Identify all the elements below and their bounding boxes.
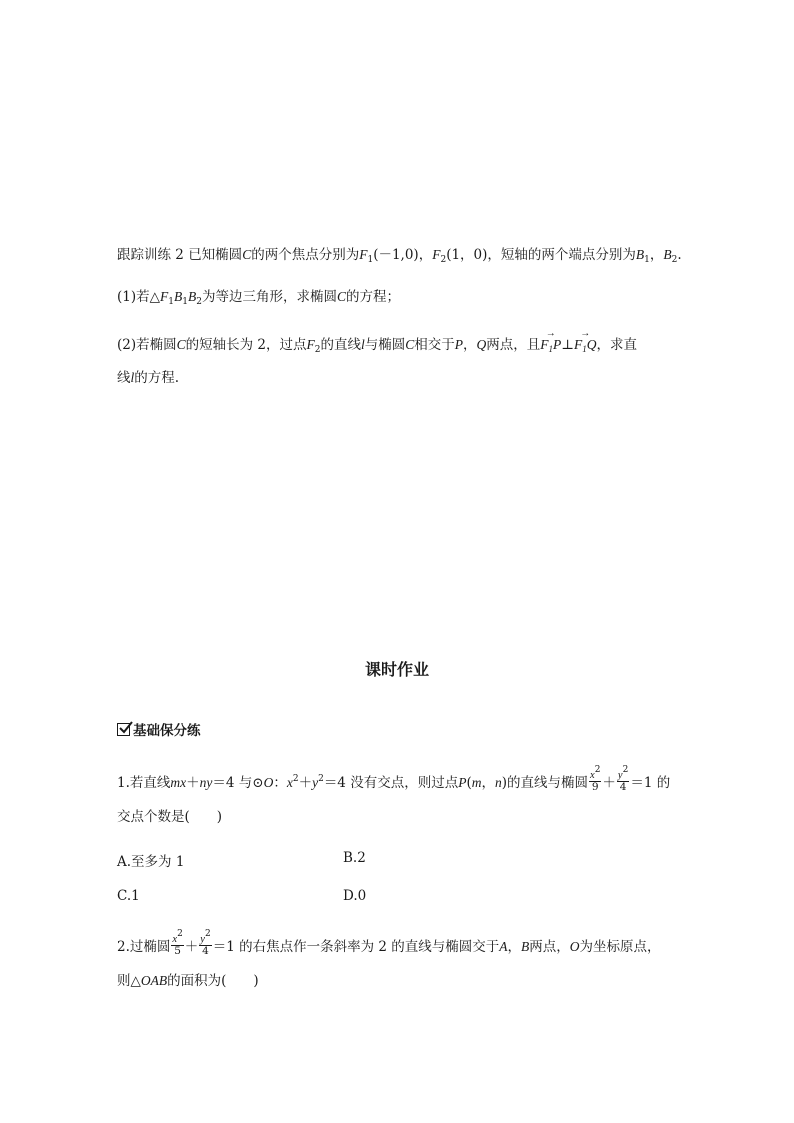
sub-heading: 基础保分练 — [117, 719, 201, 739]
section-title: 课时作业 — [364, 660, 429, 679]
option-b[interactable]: B.2 — [343, 850, 366, 866]
fraction-x2-5: $\frac{x^2}{5}$ — [172, 929, 183, 957]
vector-f1q: → $F_1Q$ — [574, 336, 597, 354]
exercise-part-2: (2)若椭圆C的短轴长为 2，过点$F_2$的直线l与椭圆C相交于P，Q两点，且→ $F_1P\perp\to F_1Q$，求直 — [117, 336, 637, 354]
fraction-y2-4-b: $\frac{y^2}{4}$ — [200, 929, 211, 957]
question-2-cont: 则△OAB的面积为( ) — [117, 973, 259, 989]
option-d[interactable]: D.0 — [343, 888, 367, 904]
exercise-part-2-cont: 线l的方程. — [117, 370, 180, 386]
exercise-stem-line: 跟踪训练 2 已知椭圆C的两个焦点分别为$F_1(-1,0)$，$F_2(1$，0)，短轴的两个端点分别为$B_1$，$B_2$. — [117, 247, 682, 265]
question-2: 2.过椭圆 $\frac{x^2}{5}$ ＋ $\frac{y^2}{4}$ ＝1 的右焦点作一条斜率为 2 的直线与椭圆交于A，B两点，O为坐标原点， — [117, 929, 661, 957]
question-1: 1.若直线mx＋ny＝4 与⊙O：$x^2+y^2=4$ 没有交点，则过点P(m，n)的直线与椭圆 $\frac{x^2}{9}$ ＋ $\frac{y^2}{4}$ ＝1 的 — [117, 765, 671, 793]
exercise-label: 跟踪训练 2 — [117, 247, 184, 263]
option-a[interactable]: A.至多为 1 — [117, 854, 185, 870]
checkbox-checked-icon — [117, 723, 130, 736]
fraction-y2-4: $\frac{y^2}{4}$ — [617, 765, 629, 793]
vector-f1p: → $F_1P$ — [540, 336, 561, 354]
exercise-part-1: (1)若$\triangle F_1B_1B_2$为等边三角形，求椭圆C的方程； — [117, 289, 400, 307]
option-c[interactable]: C.1 — [117, 888, 140, 904]
fraction-x2-9: $\frac{x^2}{9}$ — [590, 765, 601, 793]
question-1-cont: 交点个数是( ) — [117, 809, 223, 825]
